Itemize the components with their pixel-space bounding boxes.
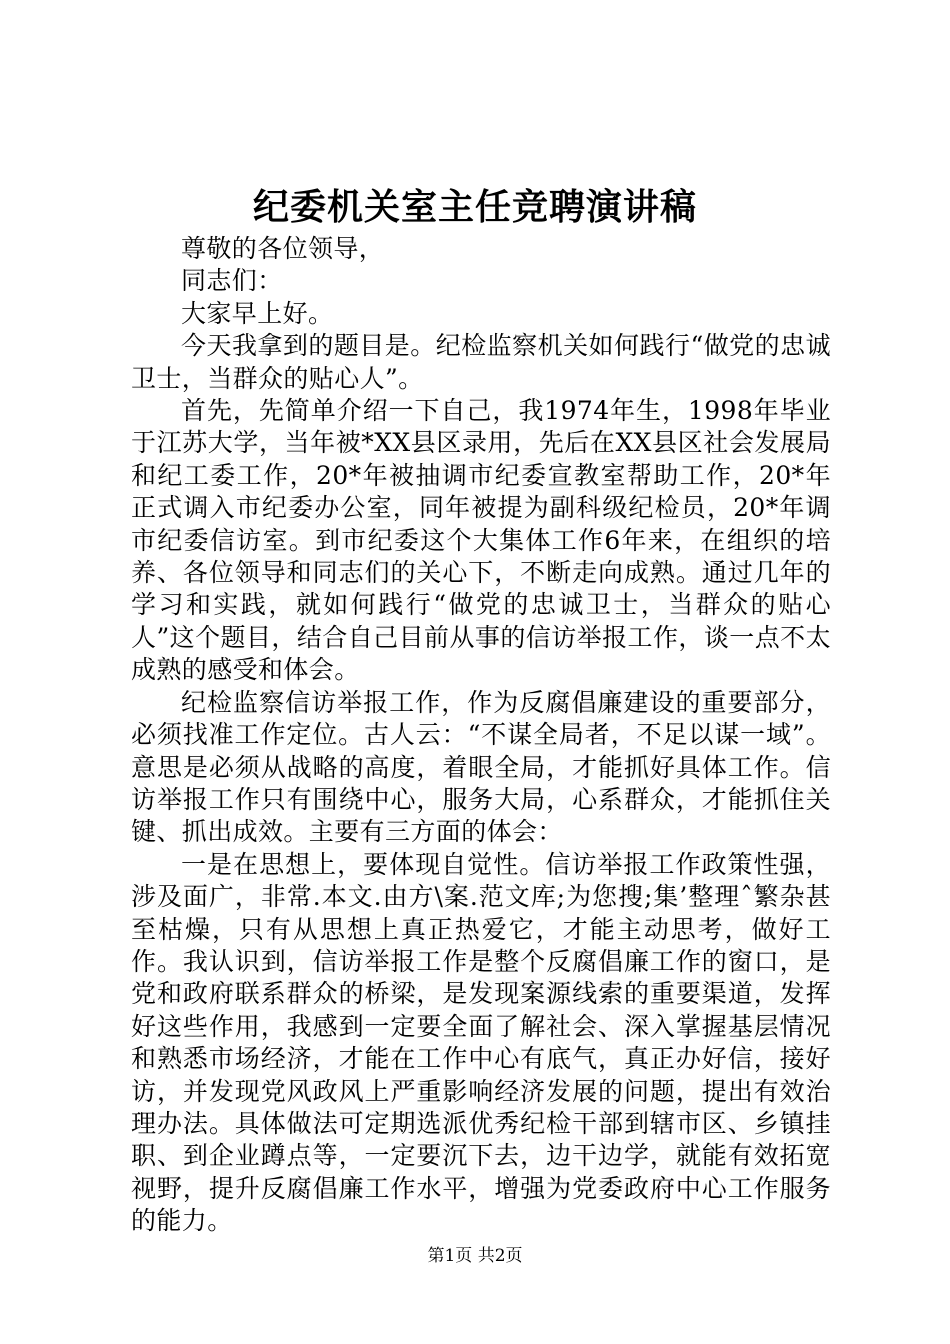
salutation-leaders: 尊敬的各位领导， bbox=[181, 234, 385, 263]
page-number-footer: 第1页 共2页 bbox=[427, 1246, 523, 1266]
paragraph-topic: 今天我拿到的题目是。纪检监察机关如何践行“做党的忠诚卫士，当群众的贴心人”。 bbox=[131, 331, 831, 393]
document-title: 纪委机关室主任竞聘演讲稿 bbox=[252, 187, 697, 228]
greeting: 大家早上好。 bbox=[181, 298, 334, 328]
salutation-comrades: 同志们： bbox=[181, 266, 283, 296]
document-body bbox=[131, 233, 831, 1238]
paragraph-self-introduction: 首先，先简单介绍一下自己，我1974年生，1998年毕业于江苏大学，当年被*XX县区录用，先后在XX县区社会发展局和纪工委工作，20*年被抽调市纪委宣教室帮助工作，20*年正式调入市纪委办公室，同年被提为副科级纪检员，20*年调市纪委信访室。到市纪委这个大集体工作6年来，在组织的培养、各位领导和同志们的关心下，不断走向成熟。通过几年的学习和实践，就如何践行“做党的忠诚卫士，当群众的贴心人”这个题目，结合自己目前从事的信访举报工作，谈一点不太成熟的感受和体会。 bbox=[131, 396, 831, 685]
paragraph-first-point: 一是在思想上，要体现自觉性。信访举报工作政策性强，涉及面广，非常.本文.由方\案.范文库;为您搜;集’整理ˆ繁杂甚至枯燥，只有从思想上真正热爱它，才能主动思考，做好工作。我认识到，信访举报工作是整个反腐倡廉工作的窗口，是党和政府联系群众的桥梁，是发现案源线索的重要渠道，发挥好这些作用，我感到一定要全面了解社会、深入掌握基层情况和熟悉市场经济，才能在工作中心有底气，真正办好信，接好访，并发现党风政风上严重影响经济发展的问题，提出有效治理办法。具体做法可定期选派优秀纪检干部到辖市区、乡镇挂职、到企业蹲点等，一定要沉下去，边干边学，就能有效拓宽视野，提升反腐倡廉工作水平，增强为党委政府中心工作服务的能力。 bbox=[131, 849, 831, 1236]
paragraph-work-positioning: 纪检监察信访举报工作，作为反腐倡廉建设的重要部分，必须找准工作定位。古人云：“不谋全局者，不足以谋一域”。意思是必须从战略的高度，着眼全局，才能抓好具体工作。信访举报工作只有围绕中心，服务大局，心系群众，才能抓住关键、抓出成效。主要有三方面的体会： bbox=[131, 687, 831, 847]
